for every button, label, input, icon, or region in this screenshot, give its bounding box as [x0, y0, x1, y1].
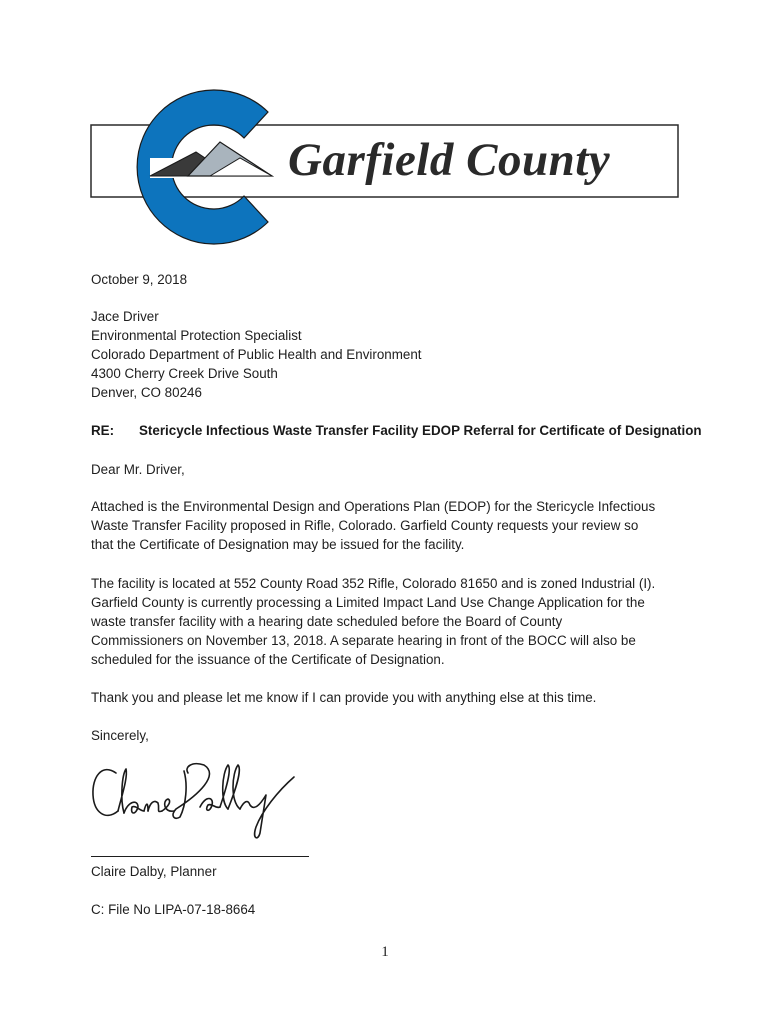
paragraph2-line: waste transfer facility with a hearing date scheduled before the Board of County	[91, 614, 563, 629]
recipient-organization: Colorado Department of Public Health and Environment	[91, 347, 422, 362]
paragraph2-line: Garfield County is currently processing a Limited Impact Land Use Change Application for the	[91, 595, 645, 610]
paragraph1-line: Waste Transfer Facility proposed in Rifle, Colorado. Garfield County requests your review so	[91, 518, 639, 533]
recipient-city-state-zip: Denver, CO 80246	[91, 385, 202, 400]
page-number: 1	[381, 944, 389, 960]
salutation: Dear Mr. Driver,	[91, 462, 185, 477]
handwritten-signature	[88, 755, 308, 845]
paragraph2-line: The facility is located at 552 County Road 352 Rifle, Colorado 81650 and is zoned Industrial (I).	[91, 576, 656, 591]
cc-line: C: File No LIPA-07-18-8664	[91, 902, 256, 917]
re-subject: Stericycle Infectious Waste Transfer Facility EDOP Referral for Certificate of Designation	[139, 423, 702, 438]
county-name: Garfield County	[288, 134, 611, 186]
signature-rule	[91, 856, 309, 857]
recipient-name: Jace Driver	[91, 309, 159, 324]
paragraph2-line: Commissioners on November 13, 2018. A separate hearing in front of the BOCC will also be	[91, 633, 636, 648]
paragraph1-line: that the Certificate of Designation may be issued for the facility.	[91, 537, 465, 552]
paragraph3: Thank you and please let me know if I can provide you with anything else at this time.	[91, 690, 597, 705]
garfield-county-logo-icon	[0, 0, 770, 250]
letterhead	[0, 0, 770, 250]
closing: Sincerely,	[91, 728, 149, 743]
signer-name: Claire Dalby, Planner	[91, 864, 217, 879]
recipient-street: 4300 Cherry Creek Drive South	[91, 366, 278, 381]
letter-date: October 9, 2018	[91, 272, 188, 287]
paragraph1-line: Attached is the Environmental Design and Operations Plan (EDOP) for the Stericycle Infectious	[91, 499, 656, 514]
paragraph2-line: scheduled for the issuance of the Certificate of Designation.	[91, 652, 445, 667]
recipient-title: Environmental Protection Specialist	[91, 328, 302, 343]
re-label: RE:	[91, 423, 115, 438]
